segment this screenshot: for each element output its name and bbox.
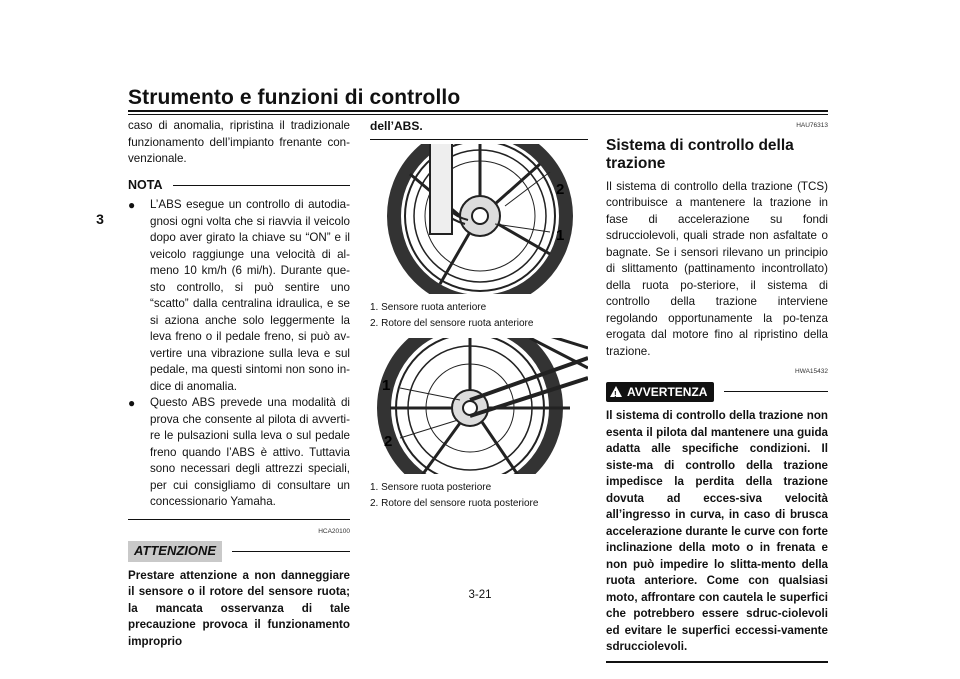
caution-code: HCA20100 <box>318 527 350 535</box>
caution-badge: ATTENZIONE <box>128 541 222 562</box>
warning-badge <box>606 382 714 403</box>
front-wheel-figure <box>370 144 588 294</box>
front-wheel-illustration <box>370 144 588 294</box>
rear-callout-1: 1 <box>382 376 391 394</box>
rear-wheel-illustration <box>370 338 588 474</box>
bullet-icon: ● <box>128 396 136 410</box>
front-figure-caption <box>370 300 588 332</box>
list-item: ● L’ABS esegue un controllo di autodia-gnosi ogni volta che si riavvia il veicolo dopo aver girato la chiave su “ON” e il veicolo raggiunge una velocità di al-meno 10 km/h (6 mi/h). Durante que-sto controllo, si può sentire uno “scatto” dalla centralina idraulica, e se si aziona anche solo leggermente la leva freno o il pedale freno, si può av-vertire una vibrazione sulla leva e sul pedale, ma questi sintomi non sono in-dice di anomalia. <box>128 198 350 393</box>
title-rule <box>128 110 828 115</box>
caution-text: Prestare attenzione a non danneggiare il sensore o il rotore del sensore ruota; la mancata osservanza di tale precauzione provoca il funzionamento improprio <box>128 568 350 648</box>
warning-label: AVVERTENZA <box>627 384 708 399</box>
nota-heading <box>128 177 350 194</box>
warning-end-rule <box>606 661 828 663</box>
rear-figure-caption <box>370 480 588 512</box>
list-item: ● Questo ABS prevede una modalità di prova che consente al pilota di avverti-re le pulsazioni sulla leva o sul pedale freno quando l’ABS è attivo. Tuttavia sono necessari degli attrezzi speciali, per cui consigliamo di consultare un concessionario Yamaha. <box>128 396 350 508</box>
warning-code: HWA15432 <box>795 368 828 375</box>
nota-label: NOTA <box>128 177 163 192</box>
warning-heading <box>606 382 828 403</box>
nota-rule <box>173 185 351 186</box>
rear-callout-2: 2 <box>384 432 393 450</box>
caution-rule <box>232 551 350 552</box>
page-title: Strumento e funzioni di controllo <box>128 86 461 109</box>
caption-line: 2. Rotore del sensore ruota posteriore <box>370 497 539 509</box>
abs-continuation: dell’ABS. <box>370 119 423 133</box>
caption-line: 1. Sensore ruota anteriore <box>370 301 487 313</box>
nota-list <box>128 197 350 511</box>
page-number: 3-21 <box>468 589 492 601</box>
warning-rule <box>724 391 828 392</box>
column-right <box>606 118 828 663</box>
warning-triangle-icon <box>610 386 622 397</box>
rear-wheel-figure <box>370 338 588 474</box>
abs-rule <box>370 139 588 140</box>
intro-paragraph: caso di anomalia, ripristina il tradizionale funzionamento dell’impianto frenante con-venzionale. <box>128 119 350 165</box>
caution-heading <box>128 541 350 562</box>
front-callout-2: 2 <box>556 180 565 198</box>
section-code: HAU76313 <box>796 122 828 129</box>
column-middle <box>370 118 588 512</box>
section-title: Sistema di controllo della trazione <box>606 136 794 172</box>
bullet-icon: ● <box>128 198 136 212</box>
caption-line: 2. Rotore del sensore ruota anteriore <box>370 317 534 329</box>
warning-text: Il sistema di controllo della trazione non esenta il pilota dal mantenere una guida adatta alle specifiche condizioni. Il siste-ma di controllo della trazione impedisce la perdita della trazione dovuta ad ecces-siva velocità all’ingresso in curva, in caso di brusca accelerazione durante le curve con forte inclinazione della moto o in frenata e non può impedire lo slitta-mento della ruota anteriore. Come con qualsiasi moto, affrontare con cautela le superfici che potrebbero essere sdruc-ciolevoli ed evitare le superfici eccessi-vamente sdrucciolevoli. <box>606 409 828 653</box>
nota-end-rule <box>128 519 350 520</box>
section-body: Il sistema di controllo della trazione (TCS) contribuisce a mantenere la trazione in fase di accelerazione su fondi sdrucciolevoli, quali strade non asfaltate o bagnate. Se i sensori rilevano un principio di slittamento (pattinamento incontrollato) della ruota po-steriore, il sistema di controllo della trazione interviene regolando opportunamente la po-tenza erogata dal motore fino al ripristino della trazione. <box>606 179 828 358</box>
caption-line: 1. Sensore ruota posteriore <box>370 481 492 493</box>
front-callout-1: 1 <box>556 226 565 244</box>
chapter-tab: 3 <box>96 211 104 227</box>
column-left <box>128 118 350 650</box>
